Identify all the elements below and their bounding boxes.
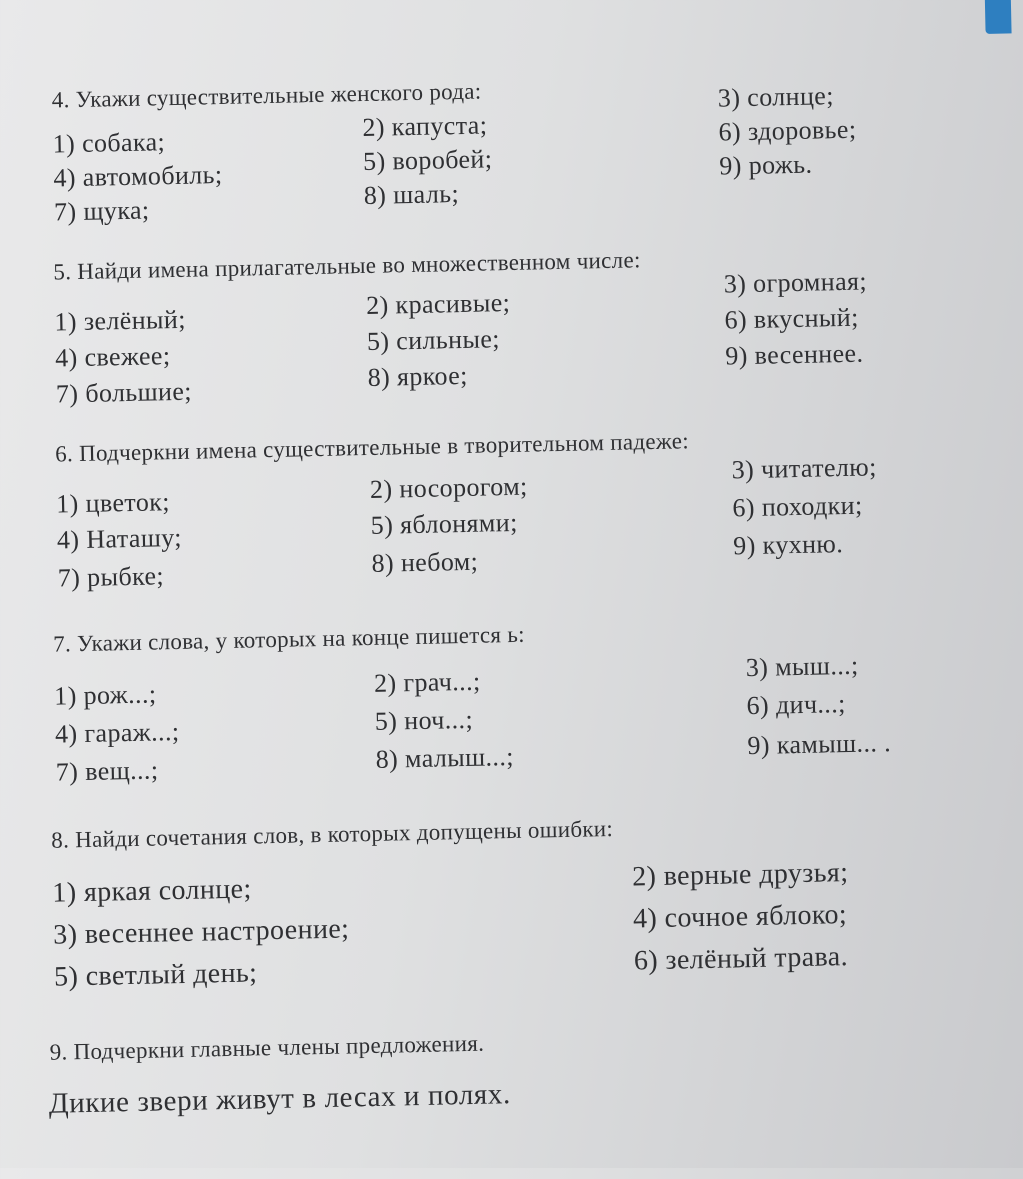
question-7-option-5: 5) ноч...; bbox=[374, 704, 474, 736]
question-5-option-3: 3) огромная; bbox=[723, 266, 868, 299]
question-6-option-3: 3) читателю; bbox=[731, 452, 877, 485]
question-6-option-6: 6) походки; bbox=[732, 490, 863, 523]
question-7-option-3: 3) мыш...; bbox=[745, 650, 859, 683]
question-6-option-7: 7) рыбке; bbox=[57, 561, 165, 593]
question-7-option-1: 1) рож...; bbox=[53, 679, 157, 711]
question-7-option-7: 7) вещ...; bbox=[55, 755, 159, 787]
question-7-option-4: 4) гараж...; bbox=[54, 716, 180, 749]
question-8-option-5: 5) светлый день; bbox=[53, 957, 258, 993]
question-7-title: 7. Укажи слова, у которых на конце пишется ь: bbox=[52, 621, 526, 657]
question-8-option-1: 1) яркая солнце; bbox=[52, 873, 252, 909]
question-4-option-1: 1) собака; bbox=[52, 127, 166, 159]
question-8-option-4: 4) сочное яблоко; bbox=[632, 899, 848, 935]
question-5-title: 5. Найди имена прилагательные во множественном числе: bbox=[53, 247, 641, 285]
question-6-option-4: 4) Наташу; bbox=[56, 522, 183, 555]
question-6-option-1: 1) цветок; bbox=[55, 487, 171, 519]
question-5-option-1: 1) зелёный; bbox=[54, 304, 187, 337]
question-4-option-2: 2) капуста; bbox=[362, 110, 488, 143]
question-6-option-2: 2) носорогом; bbox=[369, 471, 528, 504]
question-8-title: 8. Найди сочетания слов, в которых допущены ошибки: bbox=[51, 815, 614, 853]
question-4-option-9: 9) рожь. bbox=[718, 149, 813, 181]
question-4-option-4: 4) автомобиль; bbox=[53, 159, 223, 193]
question-4-title: 4. Укажи существительные женского рода: bbox=[51, 78, 482, 113]
question-5-option-7: 7) большие; bbox=[55, 376, 193, 409]
question-6-option-9: 9) кухню. bbox=[732, 529, 844, 561]
question-4-option-6: 6) здоровье; bbox=[718, 114, 857, 147]
page-corner-tab bbox=[985, 0, 1012, 34]
question-4 bbox=[0, 0, 1011, 227]
question-5-option-4: 4) свежее; bbox=[54, 341, 171, 373]
question-5-option-2: 2) красивые; bbox=[365, 287, 511, 320]
question-5-option-8: 8) яркое; bbox=[367, 360, 469, 392]
question-6-option-8: 8) небом; bbox=[371, 546, 479, 578]
question-9-sentence: Дикие звери живут в лесах и полях. bbox=[48, 1078, 512, 1120]
question-7-option-9: 9) камыш... . bbox=[747, 728, 892, 761]
question-8-option-3: 3) весеннее настроение; bbox=[52, 913, 350, 951]
question-5-option-6: 6) вкусный; bbox=[724, 302, 859, 335]
question-7-option-6: 6) дич...; bbox=[746, 689, 846, 721]
question-8-option-2: 2) верные друзья; bbox=[631, 857, 849, 893]
question-7-option-8: 8) малыш...; bbox=[375, 741, 515, 774]
question-5-option-9: 9) весеннее. bbox=[724, 338, 864, 371]
question-7-option-2: 2) грач...; bbox=[373, 666, 481, 698]
question-4-option-3: 3) солнце; bbox=[717, 81, 835, 113]
question-5-option-5: 5) сильные; bbox=[366, 324, 501, 356]
question-6-option-5: 5) яблонями; bbox=[370, 507, 518, 540]
question-8-option-6: 6) зелёный трава. bbox=[633, 941, 849, 977]
question-4-option-7: 7) щука; bbox=[53, 195, 150, 227]
question-4-option-8: 8) шаль; bbox=[363, 179, 460, 211]
question-9-title: 9. Подчеркни главные члены предложения. bbox=[49, 1030, 485, 1065]
question-4-option-5: 5) воробей; bbox=[362, 144, 493, 177]
question-6-title: 6. Подчеркни имена существительные в творительном падеже: bbox=[54, 428, 690, 467]
